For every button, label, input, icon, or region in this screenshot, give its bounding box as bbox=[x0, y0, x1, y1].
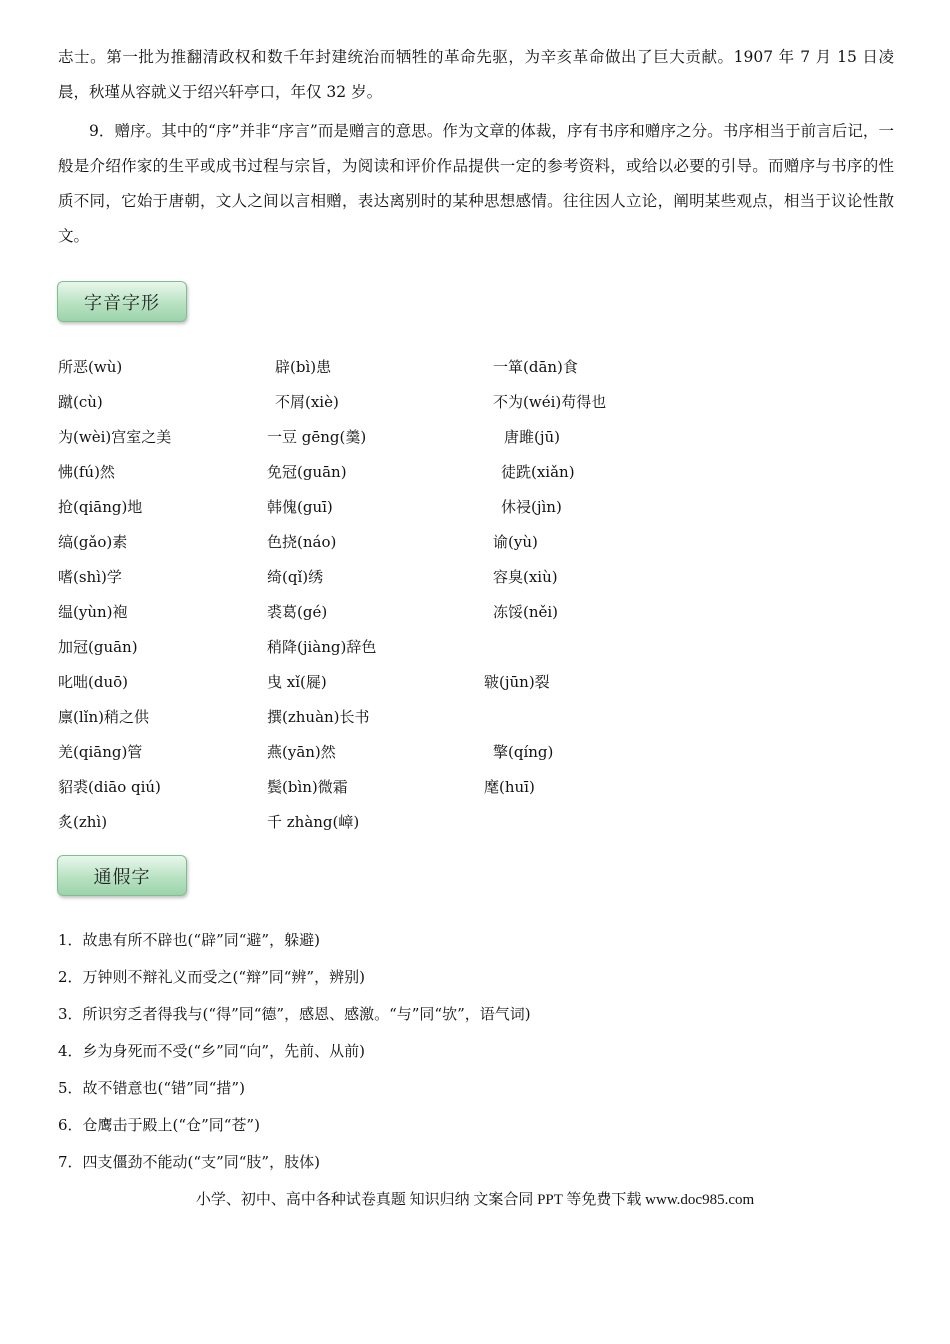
table-cell: 辟(bì)患 bbox=[275, 358, 332, 376]
table-row bbox=[58, 350, 918, 385]
table-cell: 千 zhàng(嶂) bbox=[267, 813, 360, 831]
tongjia-list bbox=[58, 922, 894, 1181]
table-cell: 稍降(jiàng)辞色 bbox=[267, 638, 377, 656]
section-heading-label: 通假字 bbox=[93, 866, 151, 888]
table-row bbox=[58, 700, 918, 735]
table-row bbox=[58, 630, 918, 665]
table-row bbox=[58, 385, 918, 420]
table-row bbox=[58, 665, 918, 700]
section-heading-label: 字音字形 bbox=[84, 292, 160, 314]
table-cell: 貂裘(diāo qiú) bbox=[58, 778, 161, 796]
table-cell: 一箪(dān)食 bbox=[493, 358, 578, 376]
paragraph-zengxu: 9．赠序。其中的“序”并非“序言”而是赠言的意思。作为文章的体裁，序有书序和赠序之分。书序相当于前言后记，一般是介绍作家的生平或成书过程与宗旨，为阅读和评价作品提供一定的参考资料，或给以必要的引导。而赠序与书序的性质不同，它始于唐朝，文人之间以言相赠，表达离别时的某种思想感情。往往因人立论，阐明某些观点，相当于议论性散文。 bbox=[58, 122, 894, 245]
table-cell: 怫(fú)然 bbox=[58, 463, 115, 481]
table-row bbox=[58, 525, 918, 560]
table-cell: 麾(huī) bbox=[484, 778, 535, 796]
list-item: 4．乡为身死而不受(“乡”同“向”，先前、从前) bbox=[58, 1042, 365, 1060]
table-cell: 谕(yù) bbox=[493, 533, 538, 551]
table-cell: 容臭(xiù) bbox=[493, 568, 558, 586]
table-cell: 裘葛(gé) bbox=[267, 603, 328, 621]
table-cell: 徒跣(xiǎn) bbox=[501, 463, 575, 481]
table-cell: 嗜(shì)学 bbox=[58, 568, 122, 586]
table-cell: 抢(qiāng)地 bbox=[58, 498, 143, 516]
table-cell: 廪(lǐn)稍之供 bbox=[58, 708, 149, 726]
table-row bbox=[58, 735, 918, 770]
table-row bbox=[58, 595, 918, 630]
table-cell: 鬓(bìn)微霜 bbox=[267, 778, 348, 796]
table-cell: 色挠(náo) bbox=[267, 533, 337, 551]
table-cell: 燕(yān)然 bbox=[267, 743, 336, 761]
table-cell: 撰(zhuàn)长书 bbox=[267, 708, 370, 726]
table-cell: 羌(qiāng)管 bbox=[58, 743, 143, 761]
table-cell: 一豆 gēng(羹) bbox=[267, 428, 367, 446]
table-row bbox=[58, 420, 918, 455]
table-row bbox=[58, 455, 918, 490]
table-cell: 唐雎(jū) bbox=[504, 428, 561, 446]
table-cell: 为(wèi)宫室之美 bbox=[58, 428, 172, 446]
table-cell: 缟(gǎo)素 bbox=[58, 533, 128, 551]
table-row bbox=[58, 805, 918, 840]
table-cell: 叱咄(duō) bbox=[58, 673, 128, 691]
table-cell: 皲(jūn)裂 bbox=[484, 673, 550, 691]
table-row bbox=[58, 560, 918, 595]
page-footer: 小学、初中、高中各种试卷真题 知识归纳 文案合同 PPT 等免费下载 www.doc985.com bbox=[195, 1192, 755, 1208]
table-cell: 冻馁(něi) bbox=[493, 603, 559, 621]
list-item: 5．故不错意也(“错”同“措”) bbox=[58, 1079, 245, 1097]
section-heading-tong-jia-zi bbox=[57, 855, 187, 896]
list-item: 1．故患有所不辟也(“辟”同“避”，躲避) bbox=[58, 931, 320, 949]
table-cell: 曳 xǐ(屣) bbox=[267, 673, 327, 691]
table-cell: 蹴(cù) bbox=[58, 393, 103, 411]
table-cell: 缊(yùn)袍 bbox=[58, 603, 128, 621]
table-cell: 所恶(wù) bbox=[58, 358, 123, 376]
table-cell: 炙(zhì) bbox=[58, 813, 108, 831]
list-item: 2．万钟则不辩礼义而受之(“辩”同“辨”，辨别) bbox=[58, 968, 365, 986]
paragraph-qiujin: 志士。第一批为推翻清政权和数千年封建统治而牺牲的革命先驱，为辛亥革命做出了巨大贡献。1907 年 7 月 15 日凌晨，秋瑾从容就义于绍兴轩亭口，年仅 32 岁。 bbox=[58, 48, 894, 101]
table-cell: 不为(wéi)苟得也 bbox=[493, 393, 607, 411]
table-row bbox=[58, 490, 918, 525]
list-item: 3．所识穷乏者得我与(“得”同“德”，感恩、感激。“与”同“欤”，语气词) bbox=[58, 1005, 531, 1023]
table-cell: 休祲(jìn) bbox=[501, 498, 562, 516]
list-item: 7．四支僵劲不能动(“支”同“肢”，肢体) bbox=[58, 1153, 320, 1171]
table-cell: 擎(qíng) bbox=[493, 743, 554, 761]
pronunciation-table bbox=[58, 350, 918, 840]
table-row bbox=[58, 770, 918, 805]
section-heading-zi-yin-zi-xing bbox=[57, 281, 187, 322]
table-cell: 韩傀(guī) bbox=[267, 498, 333, 516]
table-cell: 免冠(guān) bbox=[267, 463, 347, 481]
table-cell: 不屑(xiè) bbox=[275, 393, 339, 411]
table-cell: 加冠(guān) bbox=[58, 638, 138, 656]
list-item: 6．仓鹰击于殿上(“仓”同“苍”) bbox=[58, 1116, 260, 1134]
table-cell: 绮(qǐ)绣 bbox=[267, 568, 324, 586]
